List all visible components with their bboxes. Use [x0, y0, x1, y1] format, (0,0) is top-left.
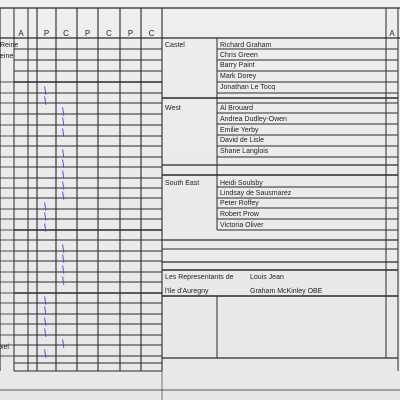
tick-mark: ǀ — [43, 348, 48, 360]
tick-mark: ǀ — [43, 85, 48, 97]
tick-mark: ǀ — [43, 222, 48, 234]
member-name: Barry Paint — [220, 62, 255, 69]
member-name: Lindsay de Sausmarez — [220, 190, 292, 197]
member-name: Richard Graham — [220, 42, 272, 49]
member-name: Graham McKinley OBE — [250, 288, 323, 295]
member-name: Shane Langlois — [220, 148, 269, 155]
tick-mark: ǀ — [61, 264, 66, 276]
left-fragment-1: Reine — [0, 42, 19, 49]
tick-mark: ǀ — [61, 338, 66, 350]
tick-mark: ǀ — [61, 148, 66, 160]
district-castel: Castel — [165, 42, 185, 49]
member-name: Al Brouard — [220, 105, 254, 112]
header-right-a: A — [389, 29, 395, 38]
tick-mark: ǀ — [61, 275, 66, 287]
tick-mark: ǀ — [61, 243, 66, 255]
alderney-label-2: l'Ile d'Auregny — [165, 288, 209, 295]
member-name: Victoria Oliver — [220, 222, 264, 229]
left-fragment-2: eine — [0, 53, 14, 60]
tick-mark: ǀ — [43, 316, 48, 328]
tick-mark: ǀ — [43, 95, 48, 107]
member-name: Jonathan Le Tocq — [220, 84, 276, 91]
tick-mark: ǀ — [61, 106, 66, 118]
member-name: Emilie Yerby — [220, 127, 259, 134]
tick-mark: ǀ — [43, 305, 48, 317]
header-c-3: C — [148, 29, 155, 38]
tick-mark: ǀ — [61, 190, 66, 202]
tick-mark: ǀ — [43, 211, 48, 223]
header-p-3: P — [127, 29, 134, 38]
member-name: Peter Roffey — [220, 200, 259, 207]
header-c-1: C — [63, 29, 69, 38]
member-name: David de Lisle — [220, 137, 264, 144]
member-name: Chris Green — [220, 52, 258, 59]
header-p-2: P — [84, 29, 91, 38]
tick-mark: ǀ — [43, 201, 48, 213]
tick-mark: ǀ — [61, 180, 66, 192]
alderney-label-1: Les Representants de — [165, 274, 234, 281]
tick-mark: ǀ — [61, 116, 66, 128]
member-name: Heidi Soulsby — [220, 180, 263, 187]
member-name: Mark Dorey — [220, 73, 257, 80]
tick-mark: ǀ — [61, 127, 66, 139]
tick-mark: ǀ — [61, 169, 66, 181]
left-fragment-3: xel — [0, 344, 9, 351]
member-name: Robert Prow — [220, 211, 259, 218]
tick-mark: ǀ — [61, 253, 66, 265]
district-south-east: South East — [165, 180, 200, 187]
tick-mark: ǀ — [61, 158, 66, 170]
header-a: A — [18, 29, 24, 38]
header-p-1: P — [43, 29, 50, 38]
member-name: Andrea Dudley-Owen — [220, 116, 287, 123]
header-c-2: C — [106, 29, 112, 38]
member-name: Louis Jean — [250, 274, 284, 281]
district-west: West — [165, 105, 181, 112]
tick-mark: ǀ — [43, 295, 48, 307]
tick-mark: ǀ — [43, 327, 48, 339]
